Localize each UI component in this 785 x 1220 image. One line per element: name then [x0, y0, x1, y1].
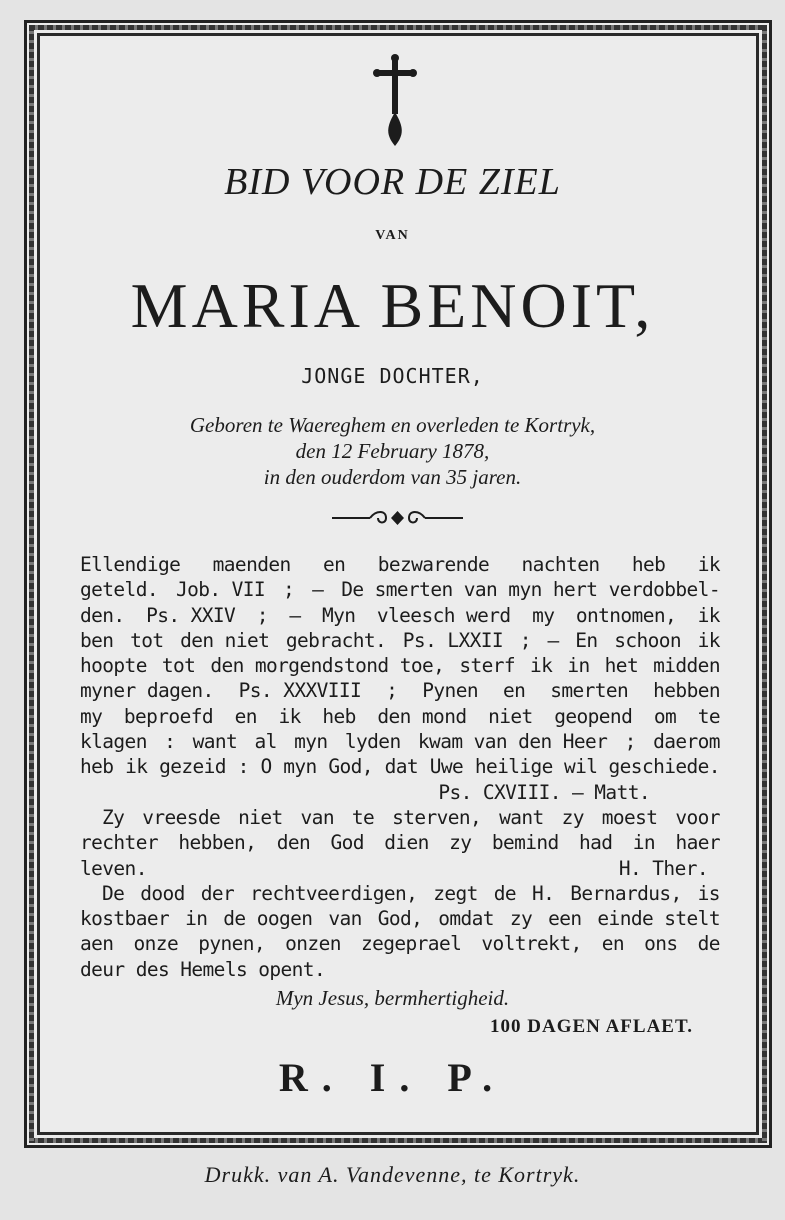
born-line: in den ouderdom van 35 jaren.: [263, 465, 522, 489]
text-word: ik: [697, 553, 720, 576]
text-word: het: [604, 654, 639, 678]
text-word: ik: [530, 654, 553, 678]
text-word: Uwe: [429, 755, 464, 779]
text-word: nachten: [521, 553, 600, 576]
text-word: pynen,: [198, 932, 266, 956]
text-word: gezeid: [159, 755, 226, 779]
text-word: H. Ther.: [618, 856, 708, 880]
deceased-name: MARIA BENOIT,: [130, 270, 655, 341]
text-word: voltrekt,: [481, 932, 582, 956]
text-line: [80, 881, 720, 906]
text-word: niet: [488, 704, 533, 728]
text-word: en: [234, 704, 257, 728]
text-word: ontnomen,: [575, 603, 677, 627]
text-word: Bernardus,: [570, 881, 682, 905]
text-word: gebracht.: [285, 628, 387, 652]
text-word: den: [276, 831, 311, 855]
text-word: ;: [624, 730, 636, 754]
text-word: ik: [697, 628, 720, 652]
text-word: —: [312, 578, 324, 602]
prayer-line: Myn Jesus, bermhertigheid.: [275, 986, 510, 1010]
text-word: zy: [509, 907, 533, 931]
text-line: [80, 957, 720, 982]
text-word: een: [548, 907, 582, 931]
text-word: zegt: [433, 881, 478, 905]
text-word: heb: [322, 704, 356, 728]
text-word: al: [254, 730, 277, 754]
text-word: ;: [386, 679, 398, 703]
text-word: in: [185, 907, 208, 931]
text-word: de: [697, 932, 720, 956]
text-word: De smerten van myn hert verdobbel-: [341, 578, 720, 602]
text-line: [80, 552, 720, 577]
text-word: dood: [140, 881, 185, 905]
text-word: deur des Hemels opent.: [80, 957, 326, 981]
border-top: [29, 25, 767, 30]
text-word: onzen: [285, 932, 341, 956]
text-word: myner dagen.: [80, 679, 214, 703]
text-word: had: [579, 831, 613, 855]
text-word: Ps. XXIV: [146, 603, 236, 627]
cross-icon: [373, 54, 417, 150]
text-word: tot: [161, 654, 196, 678]
text-word: midden: [653, 654, 720, 678]
text-line: [80, 704, 720, 729]
text-word: den.: [80, 603, 125, 627]
deceased-status: JONGE DOCHTER,: [301, 364, 484, 388]
text-word: der: [200, 881, 235, 905]
text-word: zegeprael: [360, 932, 462, 956]
text-line: [80, 729, 720, 754]
text-word: Ellendige: [80, 553, 181, 576]
text-word: smerten: [550, 679, 629, 703]
text-word: vleesch werd: [376, 603, 511, 627]
text-word: Ps. XXXVIII: [238, 679, 362, 703]
text-word: heb: [631, 553, 666, 576]
card-title: BID VOOR DE ZIEL: [224, 161, 561, 203]
text-word: sterven,: [392, 805, 482, 829]
text-word: Ps. CXVIII. — Matt.: [438, 780, 650, 804]
text-line: [80, 754, 720, 779]
text-line: [80, 678, 720, 703]
text-word: hebben: [653, 679, 720, 703]
text-line: [80, 780, 720, 805]
text-word: ben: [80, 628, 114, 652]
text-word: einde stelt: [597, 907, 720, 931]
text-word: ;: [256, 603, 268, 627]
text-word: daerom: [653, 730, 720, 754]
text-word: bemind: [491, 831, 559, 855]
text-word: Ps. LXXII: [402, 628, 504, 652]
text-word: myn: [283, 755, 317, 779]
text-line: [80, 628, 720, 653]
printer-credit: Drukk. van A. Vandevenne, te Kortryk.: [204, 1162, 581, 1187]
text-word: sterf: [459, 654, 516, 678]
text-word: klagen: [80, 730, 147, 754]
text-word: te: [351, 805, 375, 829]
text-word: niet: [238, 805, 283, 829]
text-word: Zy: [102, 805, 125, 829]
text-word: om: [653, 704, 677, 728]
text-word: ;: [519, 628, 531, 652]
text-line: [80, 906, 720, 931]
text-word: ik: [278, 704, 301, 728]
text-word: Myn: [321, 603, 356, 627]
indulgence-note: 100 DAGEN AFLAET.: [490, 1016, 693, 1037]
text-word: onze: [133, 932, 179, 956]
text-word: en: [323, 553, 346, 576]
text-word: en: [502, 679, 526, 703]
text-word: zy: [449, 831, 472, 855]
text-word: te: [697, 704, 720, 728]
text-word: in: [632, 831, 656, 855]
text-word: moest: [601, 805, 658, 829]
text-word: :: [237, 755, 249, 779]
text-word: God,: [377, 907, 423, 931]
text-word: hoopte: [80, 654, 147, 678]
rip-text: R. I. P.: [278, 1055, 507, 1100]
text-word: lyden: [344, 730, 401, 754]
text-word: kostbaer: [80, 907, 170, 931]
text-word: beproefd: [123, 704, 213, 728]
text-word: rechter: [80, 831, 158, 855]
text-word: H.: [532, 881, 555, 905]
text-word: God: [330, 831, 364, 855]
text-word: voor: [675, 805, 720, 829]
text-word: is: [697, 881, 720, 905]
text-word: Job. VII: [175, 578, 266, 602]
text-word: En: [575, 628, 598, 652]
text-word: geteld.: [80, 578, 158, 602]
text-word: —: [547, 628, 559, 652]
text-word: aen: [80, 932, 114, 956]
text-word: ons: [644, 932, 678, 956]
text-word: want: [499, 805, 544, 829]
text-word: bezwarende: [377, 553, 490, 576]
text-word: en: [601, 932, 624, 956]
text-word: den niet: [180, 628, 270, 652]
border-bottom: [29, 1138, 767, 1143]
text-word: —: [289, 603, 301, 627]
text-line: [80, 577, 720, 602]
text-word: kwam van den Heer: [417, 730, 608, 754]
text-word: want: [192, 730, 238, 754]
text-word: den mond: [377, 704, 467, 728]
text-word: vreesde: [142, 805, 221, 829]
text-word: zy: [561, 805, 584, 829]
text-line: [80, 856, 720, 881]
text-word: den morgendstond toe,: [210, 654, 445, 678]
text-word: omdat: [438, 907, 494, 931]
text-word: dien: [384, 831, 429, 855]
text-word: maenden: [212, 553, 291, 576]
text-word: schoon: [614, 628, 682, 652]
text-word: De: [102, 881, 125, 905]
text-word: leven.: [80, 856, 147, 880]
card-van: VAN: [375, 228, 410, 243]
text-word: :: [164, 730, 176, 754]
text-word: O: [260, 755, 272, 779]
text-word: my: [80, 704, 103, 728]
text-word: tot: [130, 628, 164, 652]
text-word: van: [328, 907, 362, 931]
text-line: [80, 805, 720, 830]
text-word: haer: [675, 831, 720, 855]
text-word: ik: [697, 603, 720, 627]
born-line: Geboren te Waereghem en overleden te Kortryk,: [189, 413, 596, 437]
text-word: rechtveerdigen,: [250, 881, 418, 905]
text-word: geopend: [554, 704, 633, 728]
text-word: ;: [283, 578, 295, 602]
text-word: de oogen: [223, 907, 313, 931]
text-word: heilige wil geschiede.: [474, 755, 720, 779]
text-word: hebben,: [178, 831, 257, 855]
text-line: [80, 653, 720, 678]
text-word: heb: [80, 755, 114, 779]
text-word: myn: [294, 730, 328, 754]
text-line: [80, 830, 720, 855]
text-word: Pynen: [422, 679, 478, 703]
text-word: ik: [125, 755, 148, 779]
text-word: my: [532, 603, 555, 627]
born-line: den 12 February 1878,: [295, 439, 490, 463]
ornament-divider-icon: [330, 508, 465, 528]
text-word: dat: [384, 755, 419, 779]
text-word: van: [300, 805, 334, 829]
text-line: [80, 931, 720, 956]
text-word: de: [493, 881, 517, 905]
text-line: [80, 603, 720, 628]
text-word: God,: [328, 755, 373, 779]
text-word: in: [567, 654, 590, 678]
birth-death-info: [0, 412, 785, 490]
scripture-text: [80, 552, 720, 982]
